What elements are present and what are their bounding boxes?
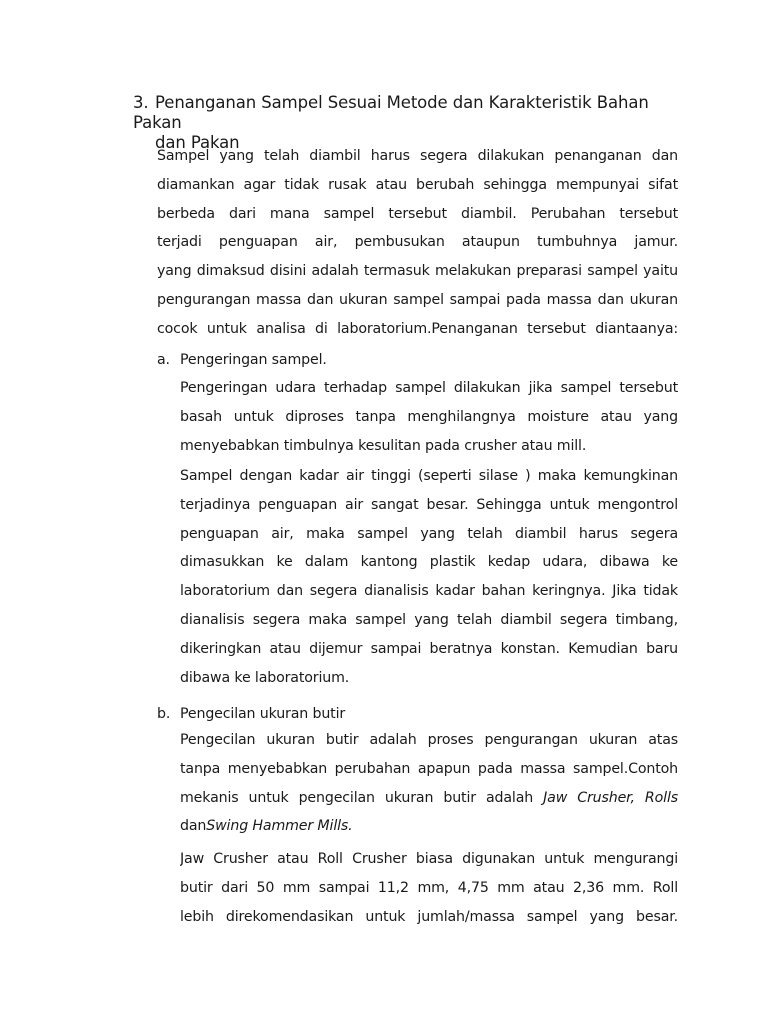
paragraph-line: basah untuk diproses tanpa menghilangnya moisture atau yang bbox=[180, 408, 678, 425]
equipment-names: Jaw Crusher, Rolls bbox=[543, 789, 678, 806]
paragraph-line: pengurangan massa dan ukuran sampel sampai pada massa dan ukuran bbox=[157, 291, 678, 308]
list-marker: a. bbox=[157, 352, 170, 368]
paragraph-text: dan bbox=[180, 818, 207, 835]
paragraph-line: diamankan agar tidak rusak atau berubah sehingga mempunyai sifat bbox=[157, 176, 678, 193]
paragraph-line: Jaw Crusher atau Roll Crusher biasa digunakan untuk mengurangi bbox=[180, 851, 678, 867]
section-title-line-2: dan Pakan bbox=[155, 133, 240, 152]
list-item-title: Pengeringan sampel. bbox=[180, 352, 327, 368]
paragraph-line: dibawa ke laboratorium. bbox=[180, 669, 350, 686]
paragraph-line: dianalisis segera maka sampel yang telah diambil segera timbang, bbox=[180, 611, 678, 628]
paragraph-line: terjadinya penguapan air sangat besar. Sehingga untuk mengontrol bbox=[180, 496, 678, 513]
paragraph-line: cocok untuk analisa di laboratorium.Penanganan tersebut diantaanya: bbox=[157, 320, 678, 337]
equipment-names: Swing Hammer Mills. bbox=[206, 818, 353, 835]
paragraph-line: Sampel yang telah diambil harus segera dilakukan penanganan dan bbox=[157, 148, 678, 164]
paragraph-line: laboratorium dan segera dianalisis kadar bahan keringnya. Jika tidak bbox=[180, 583, 678, 600]
paragraph-line: Sampel dengan kadar air tinggi (seperti silase ) maka kemungkinan bbox=[180, 468, 678, 484]
list-item-a-heading bbox=[157, 346, 327, 375]
paragraph-line: tanpa menyebabkan perubahan apapun pada massa sampel.Contoh bbox=[180, 760, 678, 777]
list-marker: b. bbox=[157, 706, 171, 722]
list-item-b-heading bbox=[157, 700, 345, 729]
paragraph-line: berbeda dari mana sampel tersebut diambil. Perubahan tersebut bbox=[157, 205, 678, 222]
paragraph-line: penguapan air, maka sampel yang telah diambil harus segera bbox=[180, 525, 678, 542]
section-title-line-1: Penanganan Sampel Sesuai Metode dan Karakteristik Bahan Pakan bbox=[133, 93, 649, 132]
paragraph-line: butir dari 50 mm sampai 11,2 mm, 4,75 mm atau 2,36 mm. Roll bbox=[180, 879, 678, 896]
paragraph-line bbox=[180, 784, 678, 813]
paragraph-line: yang dimaksud disini adalah termasuk melakukan preparasi sampel yaitu bbox=[157, 263, 678, 280]
paragraph-text: mekanis untuk pengecilan ukuran butir adalah bbox=[180, 789, 544, 806]
item-a-paragraph-2 bbox=[180, 462, 678, 692]
item-a-paragraph-1 bbox=[180, 374, 678, 460]
intro-paragraph bbox=[157, 142, 678, 344]
paragraph-line: dikeringkan atau dijemur sampai beratnya konstan. Kemudian baru bbox=[180, 640, 678, 657]
paragraph-line: menyebabkan timbulnya kesulitan pada crusher atau mill. bbox=[180, 437, 587, 454]
paragraph-line: terjadi penguapan air, pembusukan ataupun tumbuhnya jamur. bbox=[157, 234, 678, 251]
item-b-paragraph-2 bbox=[180, 845, 678, 931]
paragraph-line: Pengeringan udara terhadap sampel dilakukan jika sampel tersebut bbox=[180, 380, 678, 396]
paragraph-line: lebih direkomendasikan untuk jumlah/massa sampel yang besar. bbox=[180, 908, 678, 925]
item-b-paragraph-1 bbox=[180, 726, 678, 841]
paragraph-line bbox=[180, 812, 678, 841]
list-item-title: Pengecilan ukuran butir bbox=[180, 706, 346, 722]
paragraph-line: Pengecilan ukuran butir adalah proses pengurangan ukuran atas bbox=[180, 732, 678, 748]
paragraph-line: dimasukkan ke dalam kantong plastik kedap udara, dibawa ke bbox=[180, 554, 678, 571]
section-number: 3. bbox=[133, 93, 149, 112]
